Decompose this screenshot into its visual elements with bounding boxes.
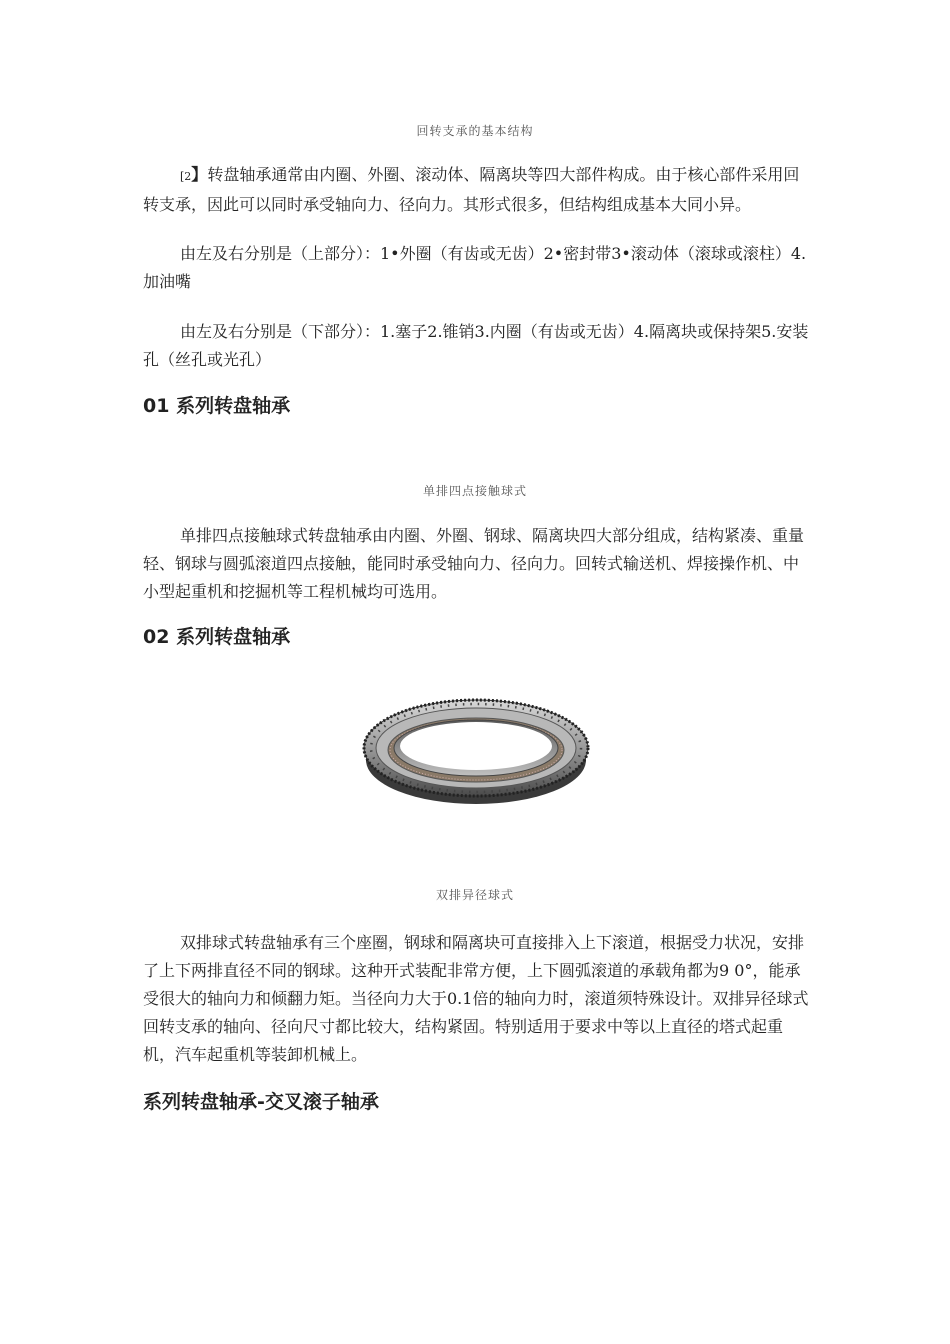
heading-series-02-number: 02 (143, 626, 170, 648)
caption-single-row: 单排四点接触球式 (422, 484, 527, 498)
caption-basic-structure: 回转支承的基本结构 (416, 124, 534, 138)
reference-bracket: 】 (191, 165, 208, 184)
bearing-ring-illustration (362, 690, 590, 808)
paragraph-lower-parts: 由左及右分别是（下部分）：1.塞子2.锥销3.内圈（有齿或无齿）4.隔离块或保持架5.安装孔（丝孔或光孔） (143, 322, 809, 369)
paragraph-double-row: 双排球式转盘轴承有三个座圈，钢球和隔离块可直接排入上下滚道，根据受力状况，安排了上下两排直径不同的钢球。这种开式装配非常方便，上下圆弧滚道的承载角都为9 0°，能承受很大的轴向力和倾翻力矩。当径向力大于0.1倍的轴向力时，滚道须特殊设计。双排异径球式回转支承的轴向、径向尺寸都比较大，结构紧固。特别适用于要求中等以上直径的塔式起重机，汽车起重机等装卸机械上。 (143, 933, 809, 1064)
heading-series-01 (143, 394, 290, 418)
paragraph-upper-parts: 由左及右分别是（上部分）：1•外圈（有齿或无齿）2•密封带3•滚动体（滚球或滚柱）4.加油嘴 (143, 244, 807, 291)
heading-series-02-text: 系列转盘轴承 (176, 626, 291, 648)
heading-series-02 (143, 625, 290, 649)
heading-series-01-number: 01 (143, 395, 170, 417)
reference-mark: [2 (180, 170, 192, 183)
heading-series-01-text: 系列转盘轴承 (176, 395, 291, 417)
paragraph-single-row: 单排四点接触球式转盘轴承由内圈、外圈、钢球、隔离块四大部分组成，结构紧凑、重量轻、钢球与圆弧滚道四点接触，能同时承受轴向力、径向力。回转式输送机、焊接操作机、中小型起重机和挖掘机等工程机械均可选用。 (143, 526, 805, 601)
caption-double-row: 双排异径球式 (435, 888, 514, 902)
paragraph-intro (143, 161, 811, 219)
heading-cross-roller: 系列转盘轴承-交叉滚子轴承 (143, 1091, 379, 1113)
paragraph-intro-text: 转盘轴承通常由内圈、外圈、滚动体、隔离块等四大部件构成。由于核心部件采用回转支承，因此可以同时承受轴向力、径向力。其形式很多，但结构组成基本大同小异。 (143, 165, 800, 214)
slewing-bearing-image (362, 690, 590, 808)
